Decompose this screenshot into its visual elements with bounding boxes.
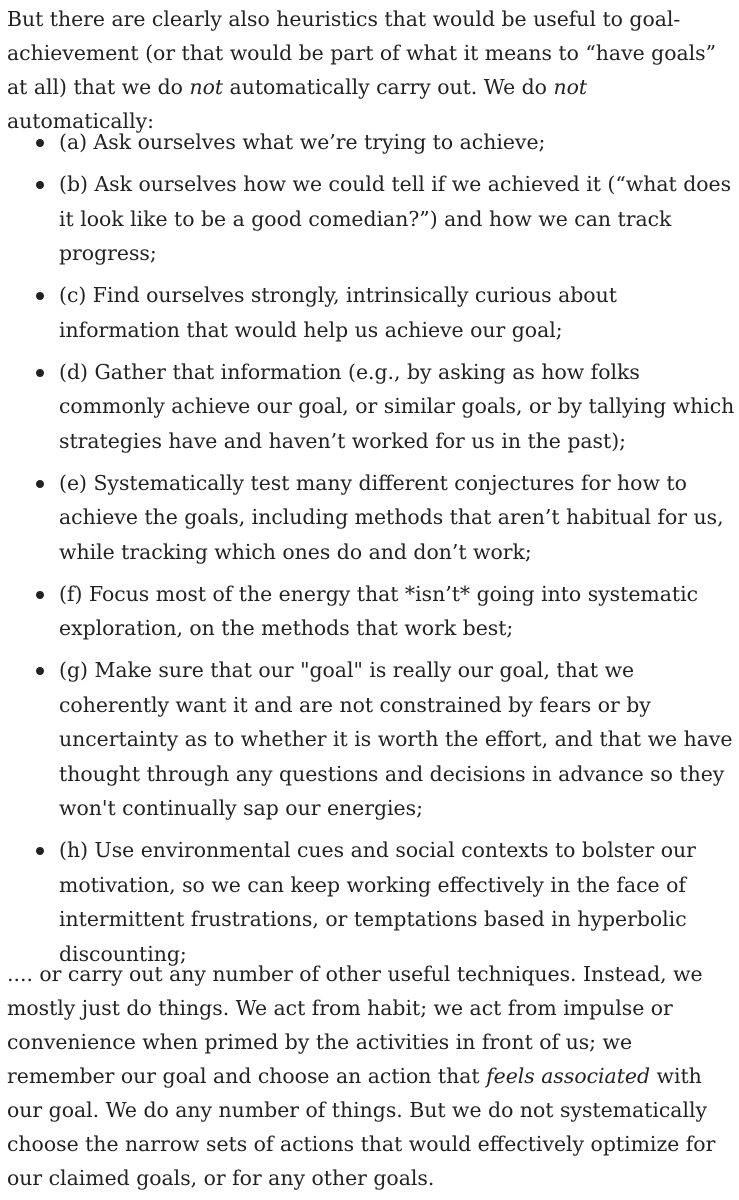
heuristics-list: [0, 125, 739, 979]
list-item-text: (a) Ask ourselves what we’re trying to achieve;: [59, 130, 546, 154]
list-item-text: (f) Focus most of the energy that *isn’t* going into systematic exploration, on the methods that work best;: [59, 581, 699, 640]
list-item: [0, 466, 739, 570]
list-item: [0, 278, 739, 347]
list-item: [0, 833, 739, 971]
intro-paragraph: [7, 2, 731, 138]
bullet-icon: [36, 139, 44, 147]
list-item: [0, 125, 739, 160]
list-item-text: (c) Find ourselves strongly, intrinsically curious about information that would help us achieve our goal;: [59, 283, 617, 342]
outro-paragraph: [7, 957, 731, 1195]
intro-emphasis-2: not: [553, 75, 588, 99]
list-item-text: (e) Systematically test many different conjectures for how to achieve the goals, including methods that aren’t habitual for us, while tracking which ones do and don’t work;: [59, 470, 724, 564]
bullet-icon: [36, 181, 44, 189]
bullet-icon: [36, 591, 44, 599]
list-item: [0, 355, 739, 459]
outro-emphasis-1: feels associated: [486, 1064, 651, 1088]
bullet-icon: [36, 292, 44, 300]
intro-emphasis-1: not: [189, 75, 224, 99]
list-item-text: (b) Ask ourselves how we could tell if we achieved it (“what does it look like to be a good comedian?”) and how we can track progress;: [59, 172, 732, 265]
list-item-text: (d) Gather that information (e.g., by asking as how folks commonly achieve our goal, or similar goals, or by tallying which strategies have and haven’t worked for us in the past);: [59, 359, 735, 453]
bullet-icon: [36, 369, 44, 377]
list-item-text: (g) Make sure that our "goal" is really our goal, that we coherently want it and are not constrained by fears or by uncertainty as to whether it is worth the effort, and that we have thought through any questions and decisions in advance so they won't continually sap our energies;: [59, 658, 733, 820]
list-item: [0, 577, 739, 646]
intro-text-3: automatically:: [7, 109, 154, 133]
outro-text-1: .... or carry out any number of other useful techniques. Instead, we mostly just do things. We act from habit; we act from impulse or convenience when primed by the activities in front of us; we remember our goal and choose an action that: [7, 962, 703, 1088]
bullet-icon: [36, 847, 44, 855]
bullet-icon: [36, 480, 44, 488]
intro-text-2: automatically carry out. We do: [223, 75, 554, 99]
list-item-text: (h) Use environmental cues and social contexts to bolster our motivation, so we can keep working effectively in the face of intermittent frustrations, or temptations based in hyperbolic discounting;: [59, 838, 696, 966]
intro-text-1: But there are clearly also heuristics that would be useful to goal-achievement (or that would be part of what it means to “have goals” at all) that we do: [7, 7, 717, 99]
bullet-icon: [36, 667, 44, 675]
list-item: [0, 167, 739, 271]
list-item: [0, 653, 739, 826]
outro-text-2: with our goal. We do any number of things. But we do not systematically choose the narrow sets of actions that would effectively optimize for our claimed goals, or for any other goals.: [7, 1064, 716, 1190]
